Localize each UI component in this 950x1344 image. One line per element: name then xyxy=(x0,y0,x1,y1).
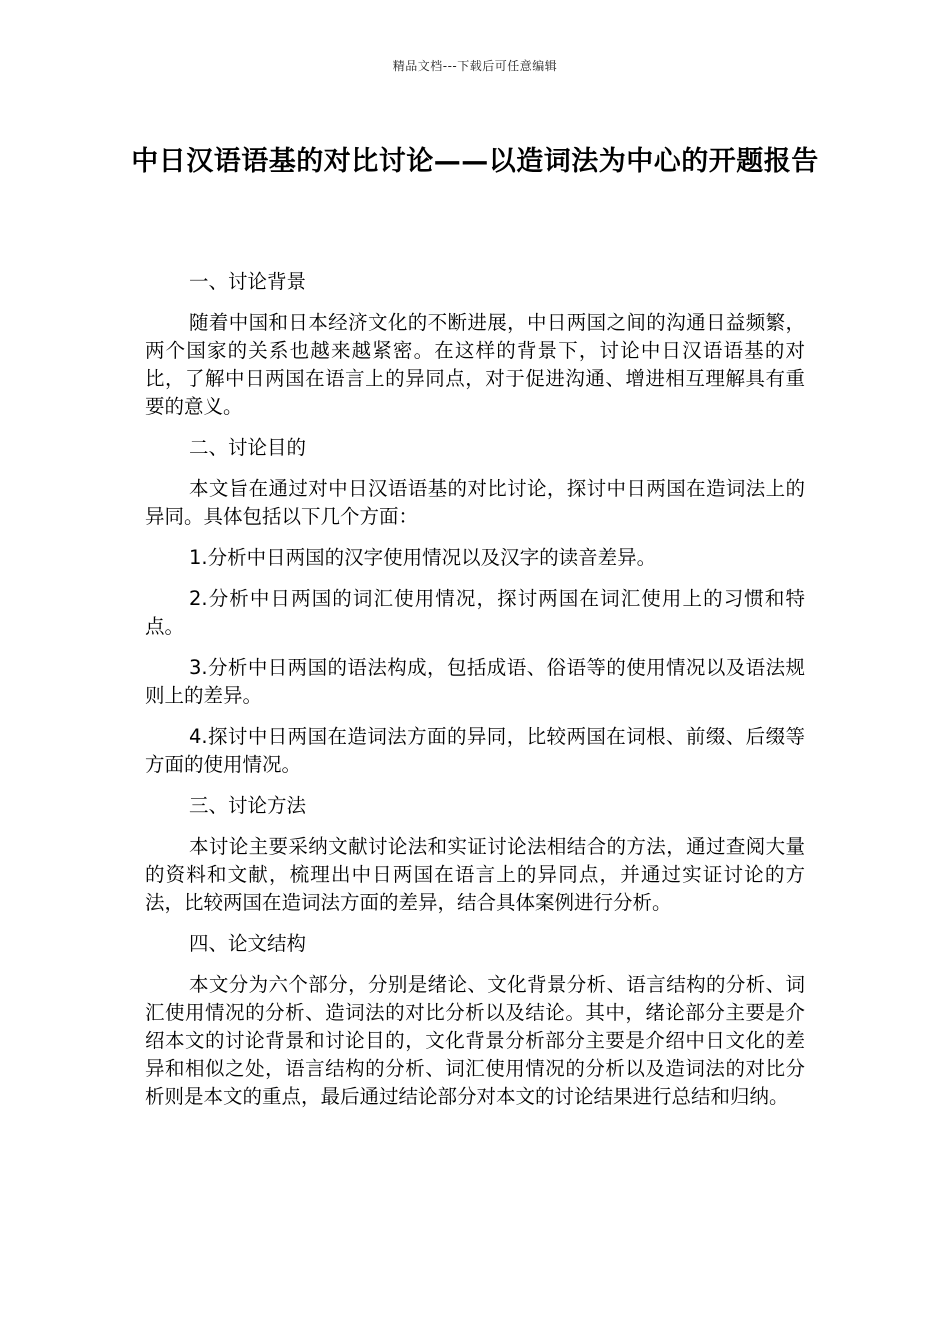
paragraph: 随着中国和日本经济文化的不断进展，中日两国之间的沟通日益频繁，两个国家的关系也越来越紧密。在这样的背景下，讨论中日汉语语基的对比，了解中日两国在语言上的异同点，对于促进沟通、增进相互理解具有重要的意义。 xyxy=(145,311,805,418)
document-body xyxy=(145,268,805,1124)
section-heading: 三、讨论方法 xyxy=(189,794,307,817)
paragraph: 本文旨在通过对中日汉语语基的对比讨论，探讨中日两国在造词法上的异同。具体包括以下几个方面： xyxy=(145,477,805,528)
list-item: 1.分析中日两国的汉字使用情况以及汉字的读音差异。 xyxy=(189,546,657,569)
document-title: 中日汉语语基的对比讨论——以造词法为中心的开题报告 xyxy=(131,146,819,177)
section-heading: 二、讨论目的 xyxy=(189,436,307,459)
paragraph: 本文分为六个部分，分别是绪论、文化背景分析、语言结构的分析、词汇使用情况的分析、造词法的对比分析以及结论。其中，绪论部分主要是介绍本文的讨论背景和讨论目的，文化背景分析部分主要是介绍中日文化的差异和相似之处，语言结构的分析、词汇使用情况的分析以及造词法的对比分析则是本文的重点，最后通过结论部分对本文的讨论结果进行总结和归纳。 xyxy=(145,973,805,1108)
list-item: 4.探讨中日两国在造词法方面的异同，比较两国在词根、前缀、后缀等方面的使用情况。 xyxy=(145,725,805,776)
list-item: 2.分析中日两国的词汇使用情况，探讨两国在词汇使用上的习惯和特点。 xyxy=(145,587,805,638)
section-heading: 四、论文结构 xyxy=(189,932,307,955)
header-note: 精品文档---下载后可任意编辑 xyxy=(392,59,558,73)
section-heading: 一、讨论背景 xyxy=(189,270,307,293)
list-item: 3.分析中日两国的语法构成，包括成语、俗语等的使用情况以及语法规则上的差异。 xyxy=(145,656,805,707)
paragraph: 本讨论主要采纳文献讨论法和实证讨论法相结合的方法，通过查阅大量的资料和文献，梳理出中日两国在语言上的异同点，并通过实证讨论的方法，比较两国在造词法方面的差异，结合具体案例进行分析。 xyxy=(145,835,805,914)
